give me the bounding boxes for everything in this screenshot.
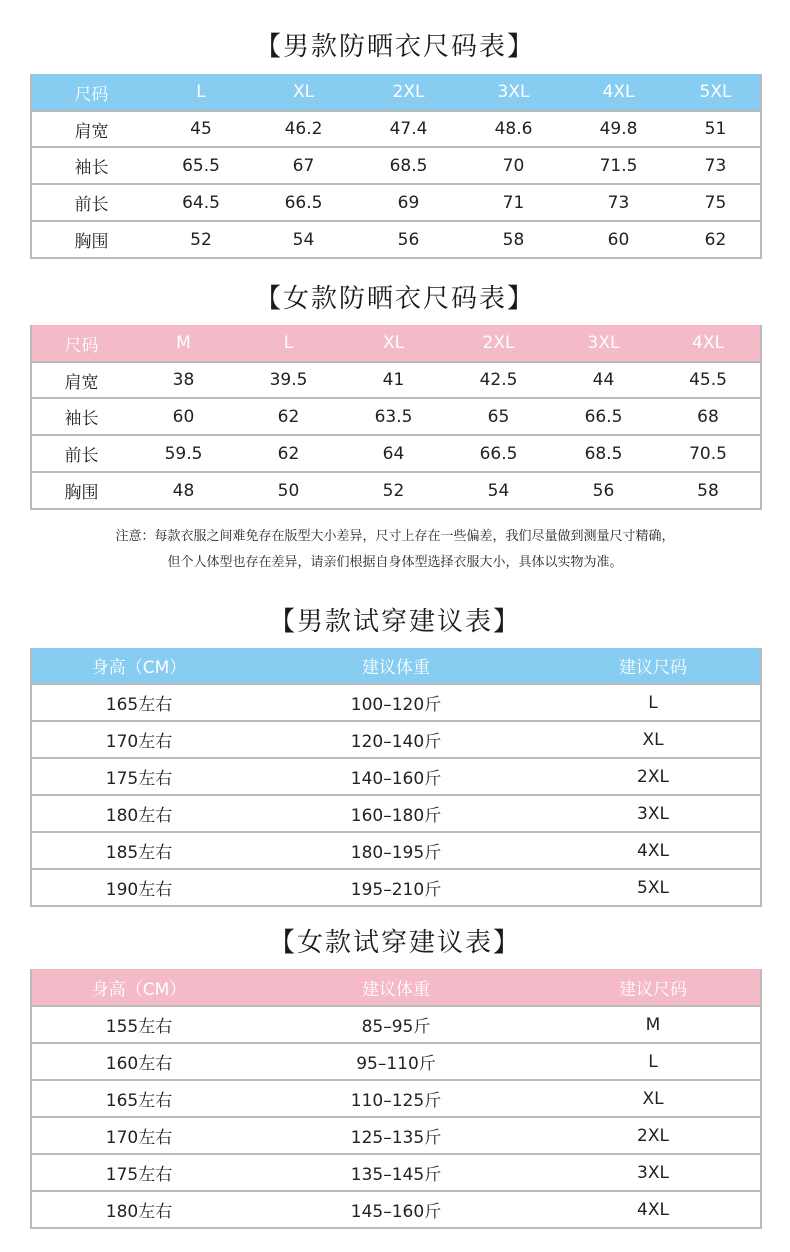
table-cell: 49.8 — [566, 111, 671, 147]
table-header-row — [31, 969, 761, 1006]
table-row — [31, 721, 761, 758]
row-label: 袖长 — [31, 147, 151, 184]
table-cell: 58 — [656, 472, 761, 509]
table-cell: 52 — [341, 472, 446, 509]
table-row — [31, 472, 761, 509]
table-row — [31, 111, 761, 147]
row-label: 胸围 — [31, 472, 131, 509]
table-cell: 4XL — [546, 832, 761, 869]
header-cell: 2XL — [356, 74, 461, 111]
table-cell: 160左右 — [31, 1043, 246, 1080]
table-cell: L — [546, 1043, 761, 1080]
table-cell: 140–160斤 — [246, 758, 546, 795]
table-cell: 170左右 — [31, 1117, 246, 1154]
row-label: 前长 — [31, 184, 151, 221]
header-cell: XL — [251, 74, 356, 111]
table-cell: 175左右 — [31, 1154, 246, 1191]
row-label: 肩宽 — [31, 362, 131, 398]
table-cell: 180–195斤 — [246, 832, 546, 869]
table-cell: 175左右 — [31, 758, 246, 795]
table-cell: 64.5 — [151, 184, 251, 221]
header-cell: 身高（CM） — [31, 648, 246, 684]
table-cell: 45.5 — [656, 362, 761, 398]
header-cell: 3XL — [551, 325, 656, 362]
note-line-2: 但个人体型也存在差异，请亲们根据自身体型选择衣服大小，具体以实物为准。 — [167, 555, 623, 570]
table-cell: 160–180斤 — [246, 795, 546, 832]
row-label: 肩宽 — [31, 111, 151, 147]
table-cell: XL — [546, 721, 761, 758]
table-cell: 48 — [131, 472, 236, 509]
men-fit-title: 【男款试穿建议表】 — [268, 607, 521, 637]
table-header-row — [31, 648, 761, 684]
table-cell: 195–210斤 — [246, 869, 546, 906]
header-cell: 5XL — [671, 74, 761, 111]
women-size-table — [30, 325, 762, 510]
table-cell: 185左右 — [31, 832, 246, 869]
header-cell: 建议体重 — [246, 969, 546, 1006]
header-cell: 建议体重 — [246, 648, 546, 684]
table-row — [31, 758, 761, 795]
table-cell: 54 — [251, 221, 356, 258]
table-cell: 51 — [671, 111, 761, 147]
table-row — [31, 435, 761, 472]
table-header-row — [31, 325, 761, 362]
table-cell: 45 — [151, 111, 251, 147]
header-cell: 2XL — [446, 325, 551, 362]
table-cell: 58 — [461, 221, 566, 258]
table-cell: 59.5 — [131, 435, 236, 472]
table-cell: 135–145斤 — [246, 1154, 546, 1191]
table-row — [31, 684, 761, 721]
table-cell: 68.5 — [551, 435, 656, 472]
table-cell: 71 — [461, 184, 566, 221]
table-cell: 120–140斤 — [246, 721, 546, 758]
table-cell: 70.5 — [656, 435, 761, 472]
table-row — [31, 1154, 761, 1191]
row-label: 前长 — [31, 435, 131, 472]
header-cell: 建议尺码 — [546, 648, 761, 684]
table-cell: 52 — [151, 221, 251, 258]
table-cell: 38 — [131, 362, 236, 398]
table-cell: 2XL — [546, 1117, 761, 1154]
women-fit-table — [30, 969, 762, 1229]
table-cell: 56 — [551, 472, 656, 509]
row-label: 袖长 — [31, 398, 131, 435]
table-cell: 62 — [236, 398, 341, 435]
table-cell: 67 — [251, 147, 356, 184]
table-cell: 60 — [131, 398, 236, 435]
header-cell: 建议尺码 — [546, 969, 761, 1006]
table-row — [31, 221, 761, 258]
table-row — [31, 1117, 761, 1154]
table-cell: 165左右 — [31, 1080, 246, 1117]
table-cell: 145–160斤 — [246, 1191, 546, 1228]
table-cell: 62 — [671, 221, 761, 258]
table-cell: 180左右 — [31, 795, 246, 832]
men-fit-table — [30, 648, 762, 907]
table-cell: 63.5 — [341, 398, 446, 435]
table-header-row — [31, 74, 761, 111]
table-cell: 66.5 — [446, 435, 551, 472]
table-cell: 66.5 — [551, 398, 656, 435]
table-cell: 180左右 — [31, 1191, 246, 1228]
table-row — [31, 1043, 761, 1080]
table-cell: 110–125斤 — [246, 1080, 546, 1117]
table-row — [31, 362, 761, 398]
table-cell: 190左右 — [31, 869, 246, 906]
header-cell: 4XL — [656, 325, 761, 362]
table-cell: 70 — [461, 147, 566, 184]
header-cell: 尺码 — [31, 74, 151, 111]
header-cell: 4XL — [566, 74, 671, 111]
table-cell: 39.5 — [236, 362, 341, 398]
header-cell: 身高（CM） — [31, 969, 246, 1006]
table-cell: 41 — [341, 362, 446, 398]
table-row — [31, 1006, 761, 1043]
header-cell: 尺码 — [31, 325, 131, 362]
table-cell: 170左右 — [31, 721, 246, 758]
table-cell: 65 — [446, 398, 551, 435]
table-cell: L — [546, 684, 761, 721]
table-cell: 64 — [341, 435, 446, 472]
table-cell: 68 — [656, 398, 761, 435]
table-cell: 75 — [671, 184, 761, 221]
table-row — [31, 795, 761, 832]
table-row — [31, 1080, 761, 1117]
table-cell: 65.5 — [151, 147, 251, 184]
row-label: 胸围 — [31, 221, 151, 258]
table-row — [31, 398, 761, 435]
table-cell: 62 — [236, 435, 341, 472]
table-row — [31, 869, 761, 906]
men-size-table — [30, 74, 762, 259]
table-cell: 56 — [356, 221, 461, 258]
note-line-1: 注意：每款衣服之间难免存在版型大小差异，尺寸上存在一些偏差，我们尽量做到测量尺寸精确， — [115, 529, 675, 544]
table-cell: 73 — [566, 184, 671, 221]
table-cell: 60 — [566, 221, 671, 258]
header-cell: L — [236, 325, 341, 362]
table-cell: 165左右 — [31, 684, 246, 721]
header-cell: XL — [341, 325, 446, 362]
table-cell: 2XL — [546, 758, 761, 795]
women-fit-title: 【女款试穿建议表】 — [268, 928, 521, 958]
table-cell: 54 — [446, 472, 551, 509]
table-row — [31, 184, 761, 221]
table-cell: 50 — [236, 472, 341, 509]
table-cell: 100–120斤 — [246, 684, 546, 721]
men-size-title: 【男款防晒衣尺码表】 — [254, 32, 535, 62]
table-row — [31, 1191, 761, 1228]
header-cell: M — [131, 325, 236, 362]
table-cell: XL — [546, 1080, 761, 1117]
table-cell: 46.2 — [251, 111, 356, 147]
table-cell: 42.5 — [446, 362, 551, 398]
table-cell: 66.5 — [251, 184, 356, 221]
table-row — [31, 147, 761, 184]
table-cell: 85–95斤 — [246, 1006, 546, 1043]
table-cell: 44 — [551, 362, 656, 398]
table-cell: 125–135斤 — [246, 1117, 546, 1154]
table-cell: 48.6 — [461, 111, 566, 147]
table-cell: 68.5 — [356, 147, 461, 184]
table-cell: 69 — [356, 184, 461, 221]
table-cell: 3XL — [546, 795, 761, 832]
table-cell: 3XL — [546, 1154, 761, 1191]
table-cell: 4XL — [546, 1191, 761, 1228]
table-cell: 71.5 — [566, 147, 671, 184]
table-row — [31, 832, 761, 869]
table-cell: 95–110斤 — [246, 1043, 546, 1080]
table-cell: M — [546, 1006, 761, 1043]
table-cell: 155左右 — [31, 1006, 246, 1043]
women-size-title: 【女款防晒衣尺码表】 — [254, 284, 535, 314]
table-cell: 5XL — [546, 869, 761, 906]
header-cell: 3XL — [461, 74, 566, 111]
header-cell: L — [151, 74, 251, 111]
table-cell: 73 — [671, 147, 761, 184]
table-cell: 47.4 — [356, 111, 461, 147]
